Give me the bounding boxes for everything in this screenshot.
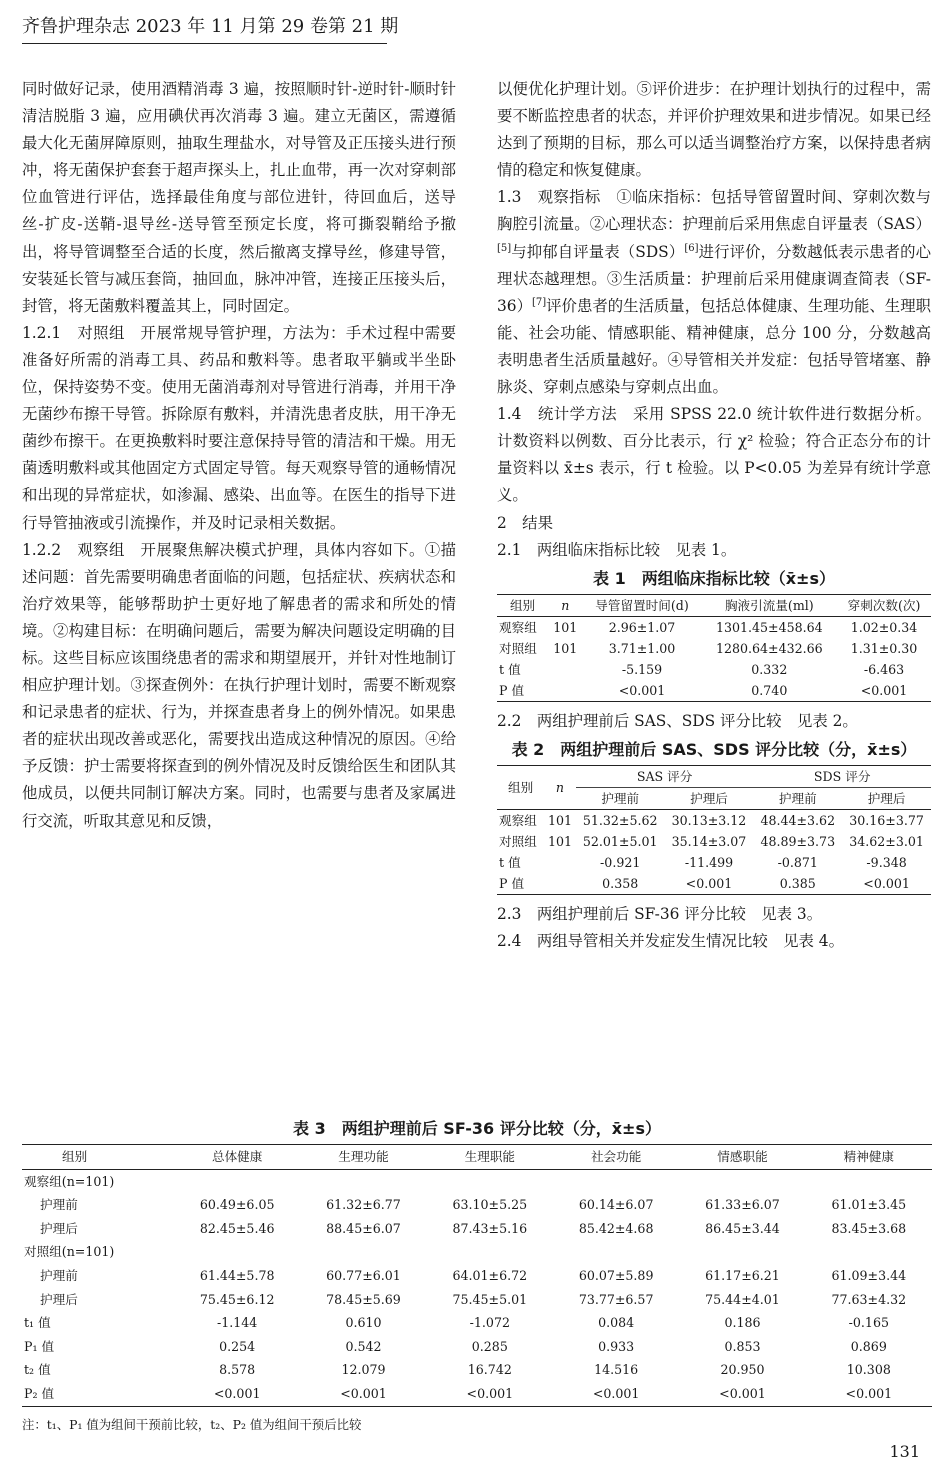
- table-cell: [544, 873, 576, 895]
- left-column: [22, 76, 456, 835]
- table-cell: -0.165: [848, 1315, 889, 1331]
- table-cell: -11.499: [684, 854, 734, 870]
- table-cell: 0.285: [471, 1338, 508, 1354]
- table-cell: -5.159: [621, 661, 663, 677]
- table-cell: -1.144: [217, 1315, 258, 1331]
- table-cell: 75.45±5.01: [452, 1291, 528, 1307]
- table-row: [497, 831, 931, 852]
- table-cell: t 值: [499, 854, 521, 870]
- table-cell: 10.308: [846, 1362, 891, 1378]
- result-2-2: 2.2 两组护理前后 SAS、SDS 评分比较 见表 2。: [497, 711, 858, 730]
- table2-subheader: 护理前: [753, 787, 842, 809]
- table-cell: P 值: [497, 680, 548, 702]
- table-cell: 0.332: [751, 661, 788, 677]
- table-cell: <0.001: [300, 1382, 426, 1406]
- table-cell: [544, 852, 576, 873]
- table-row: [497, 852, 931, 873]
- table-cell: 34.62±3.01: [849, 833, 924, 849]
- table-cell: 48.44±3.62: [760, 812, 836, 828]
- table-row: [22, 1217, 932, 1241]
- table-row: [22, 1240, 932, 1264]
- indicators-text-c: 进行评价，分数越低表示患者的心理状态越理想。③生活质量：护理前后采用健康调查简表（SF-36）: [497, 242, 931, 315]
- table-cell: 12.079: [341, 1362, 386, 1378]
- table3-header: 生理职能: [427, 1145, 553, 1170]
- table-cell: <0.001: [174, 1382, 300, 1406]
- table-cell: -0.921: [600, 854, 641, 870]
- ref-7: [7]: [531, 296, 547, 308]
- table-cell: 2.96±1.07: [608, 619, 676, 635]
- table-cell: 1301.45±458.64: [715, 619, 823, 635]
- table-cell: 48.89±3.73: [760, 833, 836, 849]
- table-cell: P₂ 值: [22, 1382, 174, 1406]
- table-cell: [427, 1169, 553, 1193]
- table-cell: 78.45±5.69: [326, 1291, 401, 1307]
- table-cell: -0.871: [777, 854, 818, 870]
- table-cell: [553, 1240, 679, 1264]
- table-cell: 75.45±6.12: [199, 1291, 275, 1307]
- table-cell: 35.14±3.07: [671, 833, 747, 849]
- table-row: [497, 873, 931, 895]
- table-cell: 86.45±3.44: [705, 1220, 780, 1236]
- table-cell: 观察组: [499, 812, 537, 828]
- table-cell: [679, 1169, 805, 1193]
- page-number: 131: [889, 1442, 920, 1461]
- right-column: [497, 76, 931, 955]
- table-cell: t₁ 值: [24, 1315, 51, 1331]
- table-row: [22, 1311, 932, 1335]
- table-cell: 0.186: [724, 1315, 761, 1331]
- table1-header: n: [548, 594, 582, 616]
- table-cell: 61.33±6.07: [705, 1197, 780, 1213]
- table-cell: [806, 1240, 932, 1264]
- table-cell: 对照组: [499, 833, 537, 849]
- table-cell: 0.084: [598, 1315, 635, 1331]
- table-cell: [548, 659, 582, 680]
- table-cell: P₁ 值: [24, 1338, 55, 1354]
- table-cell: 0.869: [850, 1338, 887, 1354]
- table-cell: 60.49±6.05: [199, 1197, 275, 1213]
- table-cell: 61.09±3.44: [831, 1267, 907, 1283]
- table-cell: 30.13±3.12: [671, 812, 747, 828]
- table-cell: 0.358: [576, 873, 665, 895]
- table-cell: [300, 1240, 426, 1264]
- table2-header-sas: SAS 评分: [576, 765, 754, 787]
- table-row: [22, 1382, 932, 1406]
- table-cell: 8.578: [219, 1362, 256, 1378]
- table-cell: <0.001: [665, 873, 754, 895]
- table-cell: 101: [547, 833, 572, 849]
- table3-header: 总体健康: [174, 1145, 300, 1170]
- table-cell: 60.07±5.89: [578, 1267, 654, 1283]
- table-row: [497, 659, 931, 680]
- table-cell: [679, 1240, 805, 1264]
- table-cell: 77.63±4.32: [831, 1291, 907, 1307]
- table-cell: 75.44±4.01: [705, 1291, 780, 1307]
- result-2-3: 2.3 两组护理前后 SF-36 评分比较 见表 3。: [497, 904, 823, 923]
- table-cell: 61.32±6.77: [326, 1197, 401, 1213]
- table-cell: 1.31±0.30: [850, 640, 918, 656]
- table-cell: 20.950: [720, 1362, 765, 1378]
- indicators-paragraph: [497, 184, 931, 401]
- ref-6: [6]: [684, 242, 699, 254]
- table3: [22, 1144, 932, 1407]
- procedure-paragraph: 同时做好记录，使用酒精消毒 3 遍，按照顺时针-逆时针-顺时针清洁脱脂 3 遍，应用碘伏再次消毒 3 遍。建立无菌区，需遵循最大化无菌屏障原则，抽取生理盐水，对导管及正压接头进行预冲，将无菌保护套套于超声探头上，扎止血带，再一次对穿刺部位血管进行评估，选择最佳角度与部位进针，待回血后，送导丝-扩皮-送鞘-退导丝-送导管至预定长度，将可撕裂鞘给予撤出，将导管调整至合适的长度，然后撤离支撑导丝，修建导管，安装延长管与减压套筒，抽回血，脉冲冲管，连接正压接头后，封管，将无菌敷料覆盖其上，同时固定。: [22, 80, 456, 315]
- table-row: [497, 680, 931, 702]
- table-cell: <0.001: [427, 1382, 553, 1406]
- table-cell: 16.742: [467, 1362, 512, 1378]
- table-row: [497, 616, 931, 638]
- result-2-4: 2.4 两组导管相关并发症发生情况比较 见表 4。: [497, 931, 844, 950]
- table-row: [22, 1264, 932, 1288]
- table-cell: 3.71±1.00: [608, 640, 676, 656]
- table-cell: 73.77±6.57: [578, 1291, 654, 1307]
- table3-caption: 表 3 两组护理前后 SF-36 评分比较（分，x̄±s）: [293, 1119, 661, 1138]
- indicators-text-d: 评价患者的生活质量，包括总体健康、生理功能、生理职能、社会功能、情感职能、精神健康，总分 100 分，分数越高表明患者生活质量越好。④导管相关并发症：包括导管堵塞、静脉炎、穿刺点感染与穿刺点出血。: [497, 296, 931, 397]
- table-cell: 83.45±3.68: [831, 1220, 907, 1236]
- table-cell: t₂ 值: [24, 1362, 51, 1378]
- table-cell: 63.10±5.25: [452, 1197, 528, 1213]
- table-cell: 101: [553, 640, 578, 656]
- table3-header: 情感职能: [679, 1145, 805, 1170]
- results-heading: 2 结果: [497, 513, 553, 532]
- table-cell: 0.254: [219, 1338, 256, 1354]
- table2-caption: 表 2 两组护理前后 SAS、SDS 评分比较（分，x̄±s）: [511, 739, 917, 759]
- table-cell: [300, 1169, 426, 1193]
- control-group-paragraph: 1.2.1 对照组 开展常规导管护理，方法为：手术过程中需要准备好所需的消毒工具、药品和敷料等。患者取平躺或半坐卧位，保持姿势不变。使用无菌消毒剂对导管进行消毒，并用干净无菌纱布擦干导管。拆除原有敷料，并清洗患者皮肤，用干净无菌纱布擦干。在更换敷料时要注意保持导管的清洁和干燥。用无菌透明敷料或其他固定方式固定导管。每天观察导管的通畅情况和出现的异常症状，如渗漏、感染、出血等。在医生的指导下进行导管抽液或引流操作，并及时记录相关数据。: [22, 323, 456, 532]
- table1-caption: 表 1 两组临床指标比较（x̄±s）: [593, 568, 835, 588]
- table-cell: 85.42±4.68: [578, 1220, 654, 1236]
- table-cell: 87.43±5.16: [452, 1220, 528, 1236]
- table3-block: [22, 1114, 932, 1433]
- table-cell: [806, 1169, 932, 1193]
- journal-header: 齐鲁护理杂志 2023 年 11 月第 29 卷第 21 期: [22, 14, 387, 44]
- table-cell: 护理前: [40, 1267, 78, 1283]
- table3-header: 精神健康: [806, 1145, 932, 1170]
- table-cell: 101: [553, 619, 578, 635]
- table-cell: <0.001: [582, 680, 701, 702]
- evaluation-paragraph: 以便优化护理计划。⑤评价进步：在护理计划执行的过程中，需要不断监控患者的状态，并评价护理效果和进步情况。如果已经达到了预期的目标，那么可以适当调整治疗方案，以保持患者病情的稳定和恢复健康。: [497, 80, 931, 180]
- table-cell: <0.001: [842, 873, 931, 895]
- table-cell: 对照组(n=101): [24, 1244, 115, 1260]
- table-row: [497, 809, 931, 831]
- table-cell: 0.933: [598, 1338, 635, 1354]
- table-cell: 对照组: [499, 640, 537, 656]
- table-cell: 观察组: [499, 619, 537, 635]
- table-cell: 82.45±5.46: [199, 1220, 275, 1236]
- table-cell: 61.01±3.45: [831, 1197, 907, 1213]
- table-cell: 52.01±5.01: [582, 833, 658, 849]
- table3-header: 组别: [22, 1145, 174, 1170]
- table2-subheader: 护理后: [665, 787, 754, 809]
- table-cell: t 值: [499, 661, 521, 677]
- table1-header: 组别: [497, 594, 548, 616]
- statistics-paragraph: 1.4 统计学方法 采用 SPSS 22.0 统计软件进行数据分析。计数资料以例数、百分比表示，行 χ² 检验；符合正态分布的计量资料以 x̄±s 表示，行 t 检验。以 P<0.05 为差异有统计学意义。: [497, 405, 931, 505]
- table2-header-group: 组别: [497, 765, 544, 809]
- table-cell: 61.44±5.78: [199, 1267, 275, 1283]
- table-cell: [427, 1240, 553, 1264]
- table2-header-sds: SDS 评分: [753, 765, 931, 787]
- table-cell: 护理前: [40, 1197, 78, 1213]
- table-cell: [553, 1169, 679, 1193]
- table-cell: 护理后: [40, 1291, 78, 1307]
- table-cell: <0.001: [679, 1382, 805, 1406]
- indicators-text-b: 与抑郁自评量表（SDS）: [511, 242, 685, 261]
- table-cell: [174, 1240, 300, 1264]
- table-cell: 0.853: [724, 1338, 761, 1354]
- table-cell: -1.072: [469, 1315, 510, 1331]
- table-cell: <0.001: [553, 1382, 679, 1406]
- table-cell: 60.14±6.07: [578, 1197, 654, 1213]
- table-row: [497, 638, 931, 659]
- table-cell: 1280.64±432.66: [715, 640, 823, 656]
- table2: [497, 765, 931, 895]
- table3-header: 生理功能: [300, 1145, 426, 1170]
- table-row: [22, 1358, 932, 1382]
- table-cell: [548, 680, 582, 702]
- table-cell: 0.542: [345, 1338, 382, 1354]
- table-cell: 0.385: [753, 873, 842, 895]
- table1-header: 导管留置时间(d): [582, 594, 701, 616]
- table-cell: <0.001: [837, 680, 931, 702]
- table2-header-n: n: [544, 765, 576, 809]
- table-row: [22, 1335, 932, 1359]
- indicators-text-a: 1.3 观察指标 ①临床指标：包括导管留置时间、穿刺次数与胸腔引流量。②心理状态：护理前后采用焦虑自评量表（SAS）: [497, 188, 931, 234]
- table-cell: 60.77±6.01: [326, 1267, 401, 1283]
- ref-5: [5]: [497, 242, 512, 254]
- table-cell: 51.32±5.62: [582, 812, 658, 828]
- table-cell: 14.516: [594, 1362, 639, 1378]
- table-cell: -6.463: [863, 661, 905, 677]
- result-2-1: 2.1 两组临床指标比较 见表 1。: [497, 540, 737, 559]
- table-cell: 护理后: [40, 1220, 78, 1236]
- table-cell: -9.348: [866, 854, 907, 870]
- table-cell: 61.17±6.21: [705, 1267, 780, 1283]
- table-row: [22, 1169, 932, 1193]
- table1-header: 胸液引流量(ml): [702, 594, 837, 616]
- table-cell: 88.45±6.07: [326, 1220, 401, 1236]
- table3-header: 社会功能: [553, 1145, 679, 1170]
- table1: [497, 594, 931, 702]
- observation-group-paragraph: 1.2.2 观察组 开展聚焦解决模式护理，具体内容如下。①描述问题：首先需要明确患者面临的问题，包括症状、疾病状态和治疗效果等，能够帮助护士更好地了解患者的需求和所处的情境。②构建目标：在明确问题后，需要为解决问题设定明确的目标。这些目标应该围绕患者的需求和期望展开，并针对性地制订相应护理计划。③探查例外：在执行护理计划时，需要不断观察和记录患者的症状、行为，并探查患者身上的例外情况。如果患者的症状出现改善或恶化，需要找出造成这种情况的原因。④给予反馈：护士需要将探查到的例外情况及时反馈给医生和团队其他成员，以便共同制订解决方案。同时，也需要与患者及家属进行交流，听取其意见和反馈，: [22, 540, 456, 830]
- table2-subheader: 护理前: [576, 787, 665, 809]
- table3-note: 注：t₁、P₁ 值为组间干预前比较，t₂、P₂ 值为组间干预后比较: [22, 1416, 362, 1432]
- table-cell: <0.001: [806, 1382, 932, 1406]
- table-cell: 30.16±3.77: [849, 812, 924, 828]
- table-cell: 观察组(n=101): [24, 1173, 115, 1189]
- table-cell: 64.01±6.72: [452, 1267, 528, 1283]
- table-cell: 1.02±0.34: [850, 619, 918, 635]
- table-row: [22, 1288, 932, 1312]
- table-cell: 0.740: [702, 680, 837, 702]
- table2-subheader: 护理后: [842, 787, 931, 809]
- table-cell: 101: [547, 812, 572, 828]
- table-cell: 0.610: [345, 1315, 382, 1331]
- table1-header: 穿刺次数(次): [837, 594, 931, 616]
- table-row: [22, 1193, 932, 1217]
- table-cell: [174, 1169, 300, 1193]
- table-cell: P 值: [497, 873, 544, 895]
